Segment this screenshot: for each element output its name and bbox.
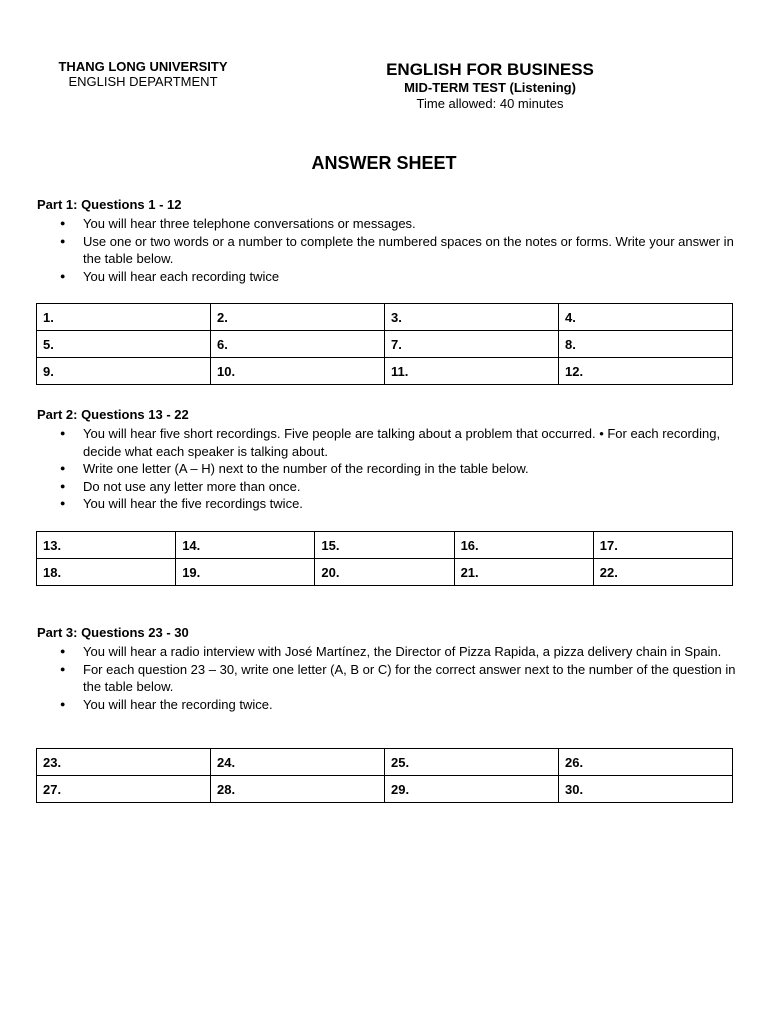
answer-cell[interactable]: 6. [211, 331, 385, 358]
part2-bullet: ● Do not use any letter more than once. [83, 478, 737, 496]
answer-cell[interactable]: 27. [37, 776, 211, 803]
answer-cell[interactable]: 7. [385, 331, 559, 358]
answer-cell[interactable]: 5. [37, 331, 211, 358]
table-row [37, 749, 733, 776]
part1-answer-table [36, 303, 733, 385]
answer-cell[interactable]: 20. [315, 559, 454, 586]
answer-cell[interactable]: 8. [559, 331, 733, 358]
department-name: ENGLISH DEPARTMENT [68, 74, 218, 89]
table-row [37, 331, 733, 358]
part1-bullet: ● You will hear each recording twice [83, 268, 737, 286]
answer-cell[interactable]: 3. [385, 304, 559, 331]
answer-cell[interactable]: 9. [37, 358, 211, 385]
answer-cell[interactable]: 28. [211, 776, 385, 803]
part2-bullet: ● You will hear five short recordings. Five people are talking about a problem that occurred. • For each recording, decide what each speaker is talking about. [83, 425, 737, 460]
answer-cell[interactable]: 23. [37, 749, 211, 776]
part2-answer-table [36, 531, 733, 586]
table-row [37, 304, 733, 331]
part2-heading: Part 2: Questions 13 - 22 [37, 407, 189, 422]
part1-heading: Part 1: Questions 1 - 12 [37, 197, 182, 212]
answer-cell[interactable]: 15. [315, 532, 454, 559]
course-title: ENGLISH FOR BUSINESS [386, 60, 594, 79]
table-row [37, 532, 733, 559]
part3-bullet: ● You will hear the recording twice. [83, 696, 737, 714]
answer-cell[interactable]: 10. [211, 358, 385, 385]
answer-cell[interactable]: 2. [211, 304, 385, 331]
answer-cell[interactable]: 24. [211, 749, 385, 776]
part2-bullet: ● You will hear the five recordings twice. [83, 495, 737, 513]
test-title: MID-TERM TEST (Listening) [404, 80, 576, 95]
answer-cell[interactable]: 17. [593, 532, 732, 559]
answer-cell[interactable]: 4. [559, 304, 733, 331]
answer-cell[interactable]: 11. [385, 358, 559, 385]
answer-cell[interactable]: 22. [593, 559, 732, 586]
institution-block [36, 59, 250, 89]
part1-bullet: ● You will hear three telephone conversations or messages. [83, 215, 737, 233]
part1-instructions [37, 197, 737, 285]
answer-cell[interactable]: 12. [559, 358, 733, 385]
part2-bullet-list [37, 425, 737, 513]
table-row [37, 358, 733, 385]
table-row [37, 559, 733, 586]
answer-cell[interactable]: 25. [385, 749, 559, 776]
part2-bullet: ● Write one letter (A – H) next to the number of the recording in the table below. [83, 460, 737, 478]
part2-instructions [37, 407, 737, 513]
page-title: ANSWER SHEET [311, 153, 457, 173]
part3-bullet: ● You will hear a radio interview with José Martínez, the Director of Pizza Rapida, a pizza delivery chain in Spain. [83, 643, 737, 661]
course-block [340, 60, 640, 112]
answer-cell[interactable]: 14. [176, 532, 315, 559]
answer-cell[interactable]: 16. [454, 532, 593, 559]
answer-cell[interactable]: 18. [37, 559, 176, 586]
answer-cell[interactable]: 29. [385, 776, 559, 803]
time-allowed: Time allowed: 40 minutes [416, 96, 564, 111]
part3-answer-table [36, 748, 733, 803]
table-row [37, 776, 733, 803]
answer-cell[interactable]: 1. [37, 304, 211, 331]
answer-cell[interactable]: 30. [559, 776, 733, 803]
answer-cell[interactable]: 19. [176, 559, 315, 586]
university-name: THANG LONG UNIVERSITY [58, 59, 228, 74]
answer-cell[interactable]: 13. [37, 532, 176, 559]
part1-bullet-list [37, 215, 737, 285]
part3-bullet: ● For each question 23 – 30, write one letter (A, B or C) for the correct answer next to the number of the question in the table below. [83, 661, 737, 696]
part3-heading: Part 3: Questions 23 - 30 [37, 625, 189, 640]
part3-instructions [37, 625, 737, 713]
answer-cell[interactable]: 26. [559, 749, 733, 776]
answer-cell[interactable]: 21. [454, 559, 593, 586]
part3-bullet-list [37, 643, 737, 713]
part1-bullet: ● Use one or two words or a number to complete the numbered spaces on the notes or forms. Write your answer in the table below. [83, 233, 737, 268]
